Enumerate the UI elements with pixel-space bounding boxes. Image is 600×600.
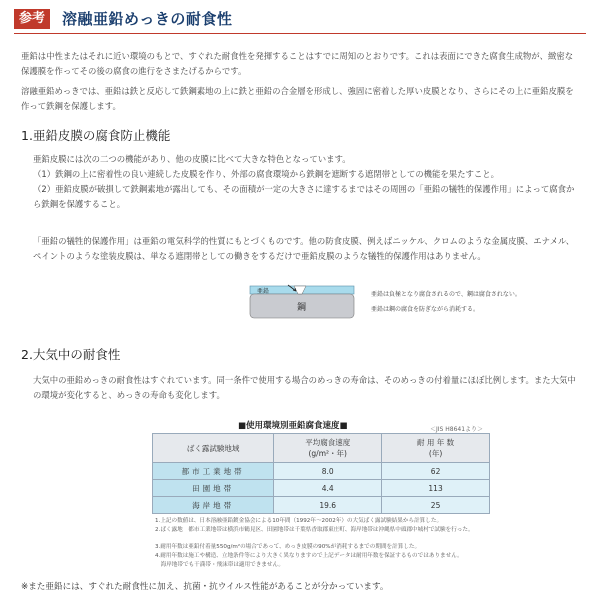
header-region: ばく露試験地域	[153, 434, 274, 463]
section1-lead: 亜鉛皮膜には次の二つの機能があり、他の皮膜に比べて大きな特色となっています。	[33, 154, 351, 164]
row-place: 海岸地帯	[153, 497, 274, 514]
row-place: 田園地帯	[153, 480, 274, 497]
footnote-1: 1.上記の数値は、日本溶融亜鉛鍍金協会による10年間（1992年〜2002年）の大気ばく露試験結果から計算した。	[155, 518, 443, 524]
closing-note: ※また亜鉛には、すぐれた耐食性に加え、抗菌・抗ウイルス性能があることが分かっています。	[21, 582, 389, 592]
table-row	[153, 497, 490, 514]
footnote-3: 3.耐用年数は亜鉛付着量550g/m²の場合であって、めっき皮膜の90%が消耗するまでの期間を計算した。	[155, 544, 421, 550]
section2-body: 大気中の亜鉛めっきの耐食性はすぐれています。同一条件で使用する場合のめっきの寿命は、そのめっきの付着量にほぼ比例します。また大気中の環境が変化すると、めっきの寿命も変化します。	[33, 375, 576, 400]
intro-paragraph-2: 溶融亜鉛めっきでは、亜鉛は鉄と反応して鉄鋼素地の上に鉄と亜鉛の合金層を形成し、強固に密着した厚い皮膜となり、さらにその上に亜鉛皮膜を作って鉄鋼を保護します。	[21, 86, 574, 111]
intro-paragraph-1: 亜鉛は中性またはそれに近い環境のもとで、すぐれた耐食性を発揮することはすでに周知のとおりです。これは表面にできた腐食生成物が、緻密な保護膜を作ってその後の腐食の進行をさまたげるからです。	[21, 51, 574, 76]
corrosion-rate-table	[152, 433, 490, 514]
row-rate: 19.6	[274, 497, 382, 514]
header-years: 耐 用 年 数 (年)	[382, 434, 490, 463]
row-rate: 8.0	[274, 463, 382, 480]
section1-item-2: （2）亜鉛皮膜が破損して鉄鋼素地が露出しても、その面積が一定の大きさに達するまではその周囲の「亜鉛の犠牲的保護作用」によって腐食から鉄鋼を保護すること。	[33, 184, 575, 209]
section1-item-1: （1）鉄鋼の上に密着性の良い連続した皮膜を作り、外部の腐食環境から鉄鋼を遮断する遮閉帯としての機能を果たすこと。	[33, 169, 499, 179]
sacrificial-protection-diagram	[248, 283, 356, 323]
table-title: ■使用環境別亜鉛腐食速度■	[238, 421, 348, 431]
reference-badge: 参考	[14, 9, 50, 29]
header-rate: 平均腐食速度 (g/m²・年)	[274, 434, 382, 463]
row-years: 113	[382, 480, 490, 497]
section1-note: 「亜鉛の犠牲的保護作用」は亜鉛の電気科学的性質にもとづくものです。他の防食皮膜、例えばニッケル、クロムのような金属皮膜、エナメル、ペイントのような塗装皮膜は、単なる遮閉帯としての働きをするだけで亜鉛皮膜のような犠牲的保護作用はありません。	[33, 236, 575, 261]
table-row	[153, 463, 490, 480]
row-years: 25	[382, 497, 490, 514]
footnote-5: 海岸地帯でも干満帯・飛沫帯は適用できません。	[155, 562, 284, 568]
row-rate: 4.4	[274, 480, 382, 497]
table-row	[153, 480, 490, 497]
table-source: ＜JIS H8641より＞	[430, 426, 484, 433]
row-years: 62	[382, 463, 490, 480]
section2-heading: 2.大気中の耐食性	[21, 347, 121, 362]
zinc-label: 亜鉛	[257, 288, 270, 295]
diagram-note-2: 亜鉛は鋼の腐食を防ぎながら消耗する。	[371, 306, 480, 313]
footnote-2: 2.ばく露地 都市工業地帯は横浜市鶴見区、田園地帯は千葉県香取郡東庄町、海岸地帯は沖縄県中頭郡中城村で試験を行った。	[155, 527, 474, 533]
footnote-4: 4.耐用年数は施工や構造、立地条件等により大きく異なりますので上記データは耐用年数を保証するものではありません。	[155, 553, 463, 559]
page-header	[14, 7, 586, 34]
section1-heading: 1.亜鉛皮膜の腐食防止機能	[21, 128, 171, 143]
steel-label: 鋼	[297, 303, 307, 313]
row-place: 都市工業地帯	[153, 463, 274, 480]
table-header-row	[153, 434, 490, 463]
diagram-note-1: 亜鉛は負極となり腐食されるので、鋼は腐食されない。	[371, 291, 521, 298]
page-title: 溶融亜鉛めっきの耐食性	[62, 10, 233, 28]
